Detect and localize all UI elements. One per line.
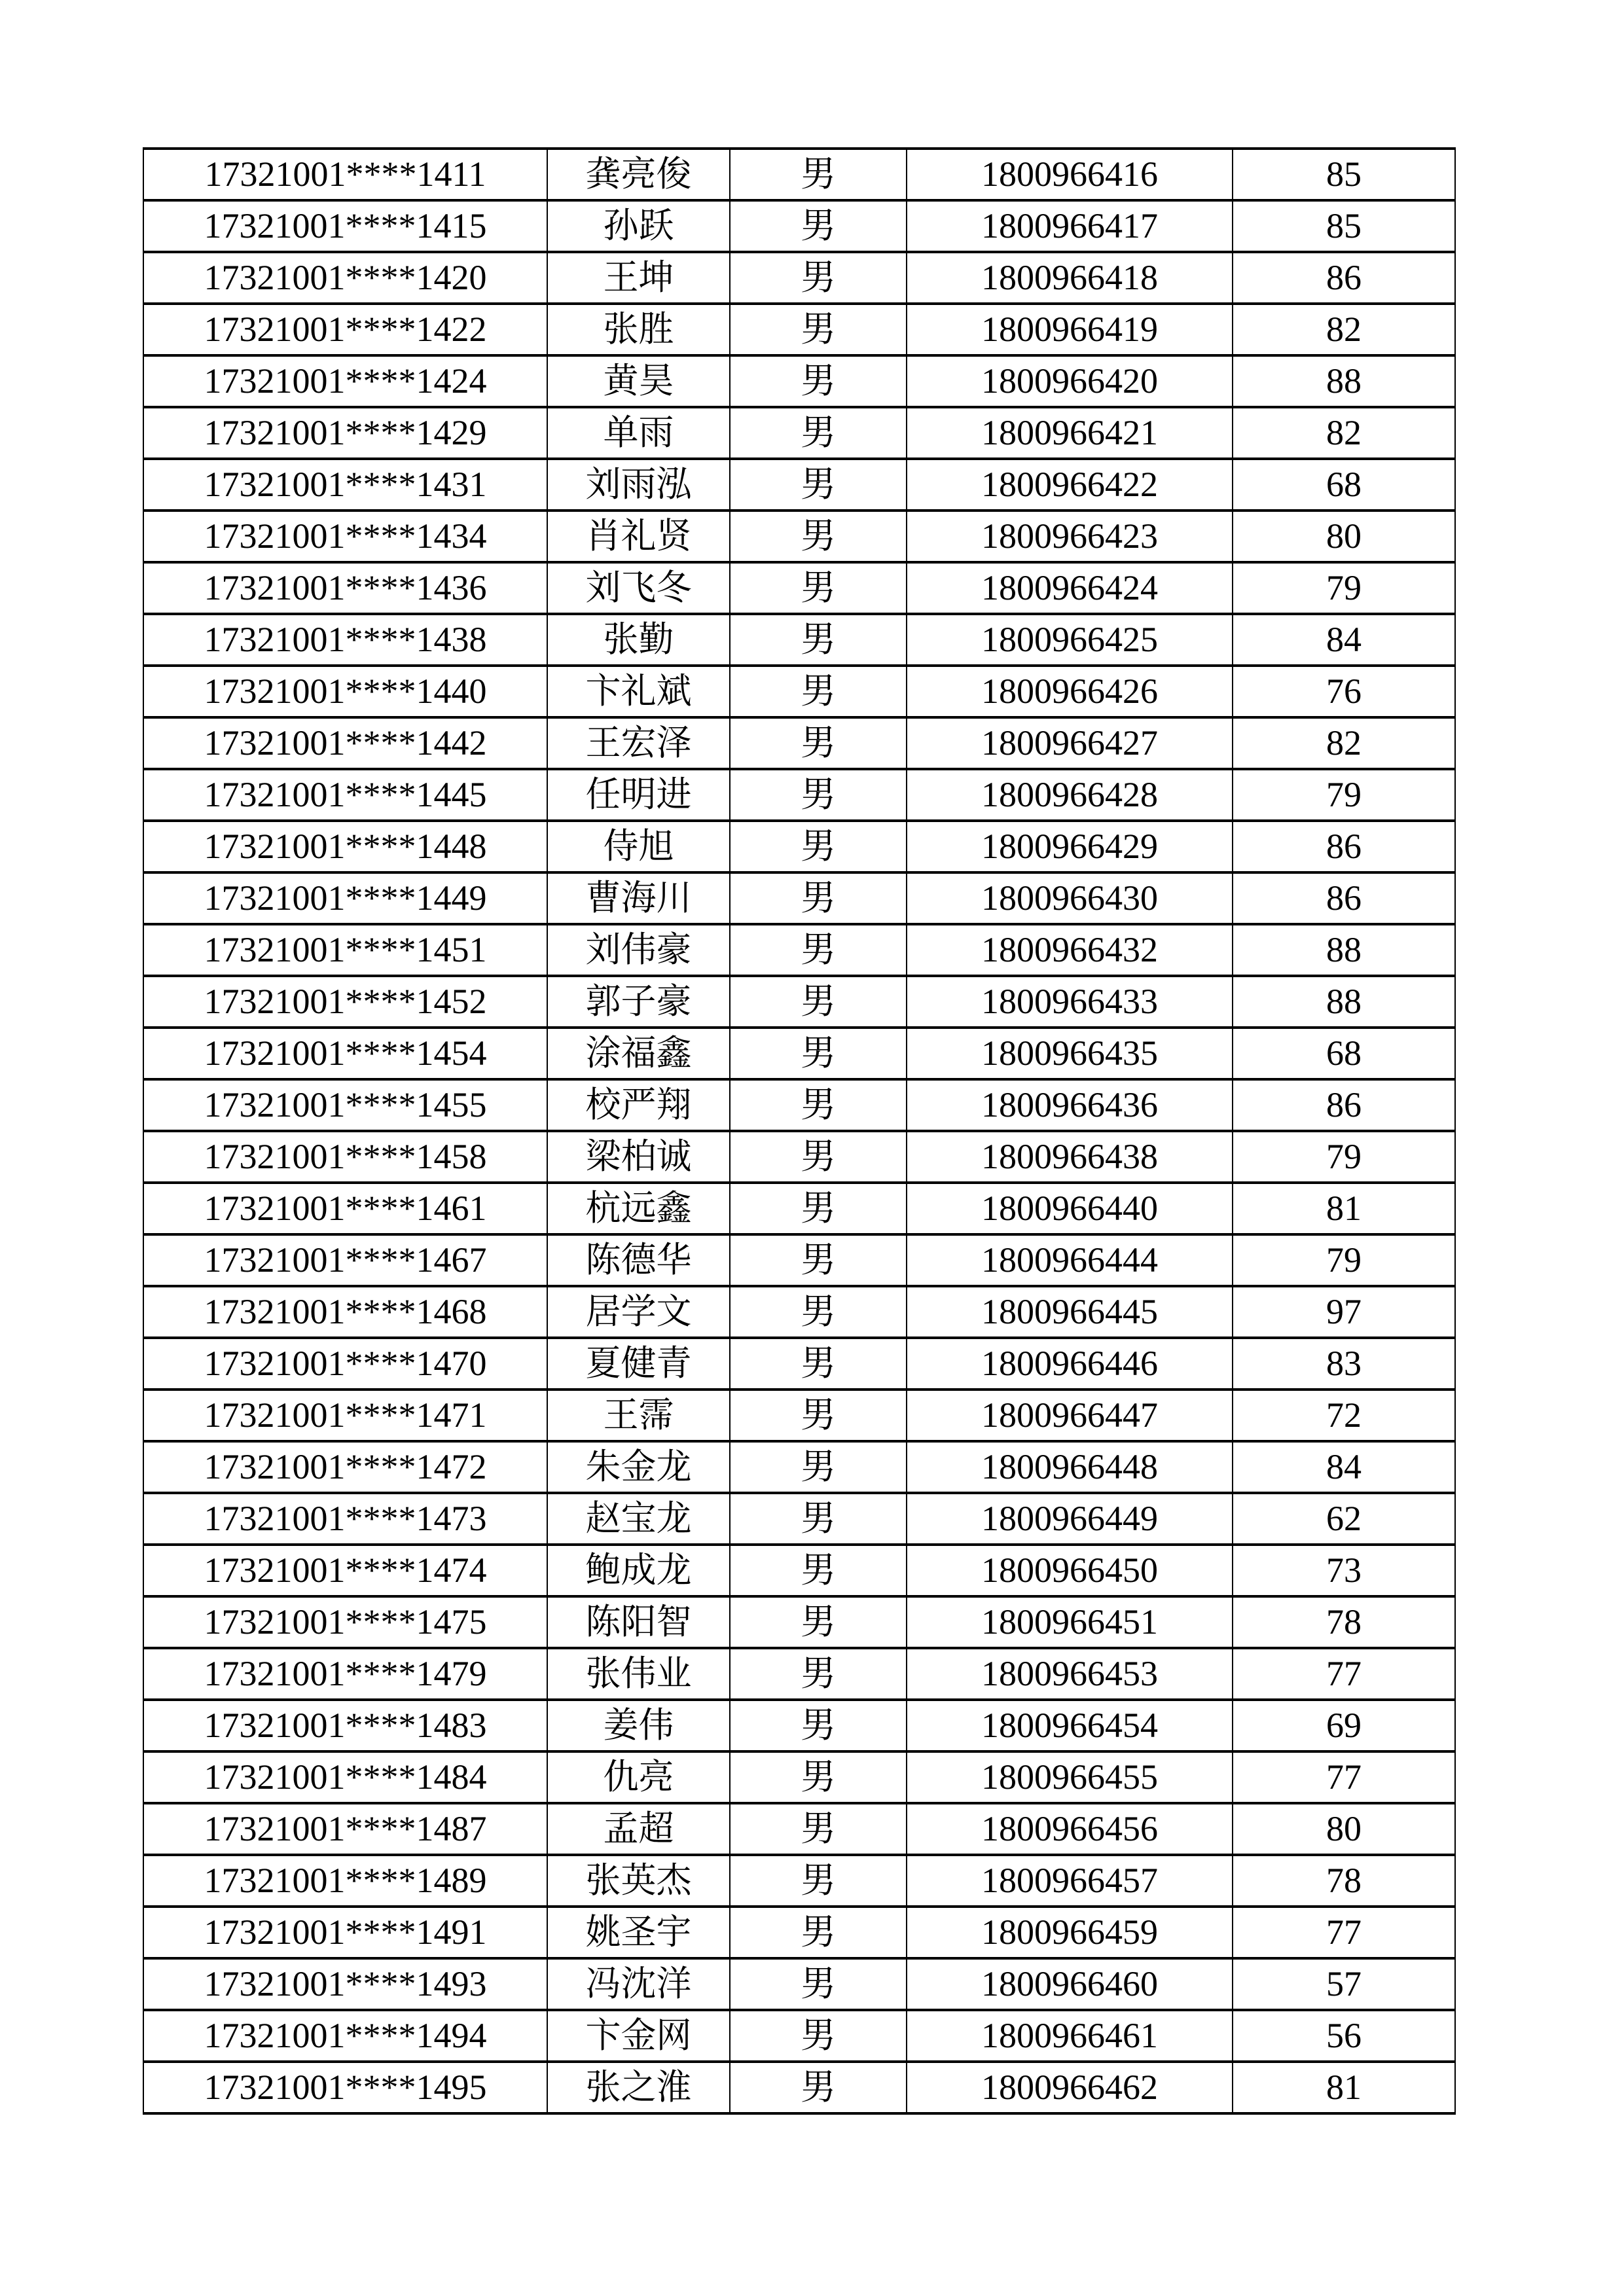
table-row [143,1028,1455,1079]
cell-exam-number: 1800966436 [907,1079,1233,1131]
cell-gender: 男 [730,562,907,614]
cell-score: 84 [1233,614,1455,666]
cell-gender: 男 [730,976,907,1028]
cell-student-id: 17321001****1467 [143,1234,547,1286]
cell-exam-number: 1800966426 [907,666,1233,717]
cell-score: 78 [1233,1855,1455,1907]
cell-score: 86 [1233,821,1455,872]
cell-score: 79 [1233,562,1455,614]
cell-student-id: 17321001****1420 [143,252,547,304]
cell-exam-number: 1800966420 [907,355,1233,407]
cell-student-id: 17321001****1454 [143,1028,547,1079]
cell-exam-number: 1800966455 [907,1751,1233,1803]
cell-gender: 男 [730,252,907,304]
cell-gender: 男 [730,304,907,355]
cell-gender: 男 [730,769,907,821]
cell-score: 79 [1233,1131,1455,1183]
cell-gender: 男 [730,1803,907,1855]
cell-score: 77 [1233,1751,1455,1803]
cell-exam-number: 1800966425 [907,614,1233,666]
cell-exam-number: 1800966421 [907,407,1233,459]
table-row [143,1803,1455,1855]
cell-name: 陈阳智 [547,1596,730,1648]
table-row [143,1234,1455,1286]
cell-score: 72 [1233,1390,1455,1441]
cell-student-id: 17321001****1411 [143,149,547,200]
table-row [143,976,1455,1028]
cell-student-id: 17321001****1455 [143,1079,547,1131]
cell-exam-number: 1800966417 [907,200,1233,252]
cell-gender: 男 [730,1183,907,1234]
cell-exam-number: 1800966450 [907,1545,1233,1596]
table-row [143,614,1455,666]
cell-exam-number: 1800966454 [907,1700,1233,1751]
cell-name: 张之淮 [547,2062,730,2113]
cell-score: 82 [1233,304,1455,355]
cell-student-id: 17321001****1474 [143,1545,547,1596]
cell-student-id: 17321001****1483 [143,1700,547,1751]
cell-name: 刘雨泓 [547,459,730,511]
cell-name: 王宏泽 [547,717,730,769]
cell-score: 79 [1233,1234,1455,1286]
table-row [143,562,1455,614]
cell-student-id: 17321001****1458 [143,1131,547,1183]
cell-score: 77 [1233,1648,1455,1700]
cell-score: 85 [1233,200,1455,252]
cell-name: 龚亮俊 [547,149,730,200]
table-row [143,459,1455,511]
cell-student-id: 17321001****1494 [143,2010,547,2062]
cell-student-id: 17321001****1491 [143,1907,547,1958]
cell-gender: 男 [730,407,907,459]
cell-score: 83 [1233,1338,1455,1390]
table-row [143,149,1455,200]
cell-name: 王坤 [547,252,730,304]
cell-exam-number: 1800966461 [907,2010,1233,2062]
cell-gender: 男 [730,1596,907,1648]
cell-name: 鲍成龙 [547,1545,730,1596]
cell-student-id: 17321001****1415 [143,200,547,252]
cell-name: 孙跃 [547,200,730,252]
cell-student-id: 17321001****1451 [143,924,547,976]
table-row [143,1286,1455,1338]
cell-student-id: 17321001****1468 [143,1286,547,1338]
table-row [143,821,1455,872]
cell-exam-number: 1800966422 [907,459,1233,511]
cell-gender: 男 [730,1234,907,1286]
cell-exam-number: 1800966424 [907,562,1233,614]
cell-name: 朱金龙 [547,1441,730,1493]
cell-student-id: 17321001****1461 [143,1183,547,1234]
table-row [143,1079,1455,1131]
cell-name: 校严翔 [547,1079,730,1131]
cell-gender: 男 [730,1390,907,1441]
cell-gender: 男 [730,614,907,666]
cell-exam-number: 1800966457 [907,1855,1233,1907]
table-row [143,1441,1455,1493]
cell-name: 卞金网 [547,2010,730,2062]
cell-gender: 男 [730,1751,907,1803]
table-row [143,1751,1455,1803]
cell-exam-number: 1800966453 [907,1648,1233,1700]
cell-score: 84 [1233,1441,1455,1493]
table-row [143,304,1455,355]
cell-gender: 男 [730,1286,907,1338]
cell-exam-number: 1800966416 [907,149,1233,200]
cell-score: 80 [1233,1803,1455,1855]
table-row [143,355,1455,407]
cell-student-id: 17321001****1424 [143,355,547,407]
cell-gender: 男 [730,459,907,511]
cell-score: 86 [1233,252,1455,304]
cell-score: 77 [1233,1907,1455,1958]
cell-exam-number: 1800966430 [907,872,1233,924]
table-row [143,407,1455,459]
cell-score: 68 [1233,1028,1455,1079]
table-row [143,924,1455,976]
cell-gender: 男 [730,1441,907,1493]
cell-gender: 男 [730,200,907,252]
cell-name: 郭子豪 [547,976,730,1028]
cell-score: 82 [1233,407,1455,459]
cell-score: 97 [1233,1286,1455,1338]
cell-student-id: 17321001****1473 [143,1493,547,1545]
cell-student-id: 17321001****1489 [143,1855,547,1907]
cell-score: 81 [1233,2062,1455,2113]
cell-name: 孟超 [547,1803,730,1855]
cell-exam-number: 1800966423 [907,511,1233,562]
cell-exam-number: 1800966433 [907,976,1233,1028]
cell-name: 张胜 [547,304,730,355]
cell-student-id: 17321001****1452 [143,976,547,1028]
cell-gender: 男 [730,1493,907,1545]
cell-student-id: 17321001****1449 [143,872,547,924]
cell-exam-number: 1800966460 [907,1958,1233,2010]
cell-gender: 男 [730,1958,907,2010]
cell-gender: 男 [730,149,907,200]
cell-name: 刘飞冬 [547,562,730,614]
cell-student-id: 17321001****1431 [143,459,547,511]
table-row [143,1958,1455,2010]
cell-name: 曹海川 [547,872,730,924]
cell-name: 张英杰 [547,1855,730,1907]
cell-score: 85 [1233,149,1455,200]
cell-gender: 男 [730,1131,907,1183]
cell-gender: 男 [730,2010,907,2062]
cell-name: 涂福鑫 [547,1028,730,1079]
cell-exam-number: 1800966418 [907,252,1233,304]
cell-score: 86 [1233,872,1455,924]
cell-name: 陈德华 [547,1234,730,1286]
cell-score: 88 [1233,976,1455,1028]
cell-score: 69 [1233,1700,1455,1751]
cell-score: 76 [1233,666,1455,717]
cell-score: 62 [1233,1493,1455,1545]
cell-exam-number: 1800966446 [907,1338,1233,1390]
table-row [143,872,1455,924]
cell-score: 56 [1233,2010,1455,2062]
cell-gender: 男 [730,924,907,976]
table-row [143,2010,1455,2062]
table-row [143,511,1455,562]
cell-exam-number: 1800966432 [907,924,1233,976]
cell-student-id: 17321001****1479 [143,1648,547,1700]
cell-name: 黄昊 [547,355,730,407]
cell-student-id: 17321001****1471 [143,1390,547,1441]
cell-gender: 男 [730,1545,907,1596]
cell-gender: 男 [730,355,907,407]
table-row [143,200,1455,252]
cell-gender: 男 [730,1855,907,1907]
cell-gender: 男 [730,1648,907,1700]
table-row [143,1338,1455,1390]
cell-exam-number: 1800966451 [907,1596,1233,1648]
table-row [143,1493,1455,1545]
cell-exam-number: 1800966435 [907,1028,1233,1079]
cell-name: 姚圣宇 [547,1907,730,1958]
table-row [143,1183,1455,1234]
cell-score: 57 [1233,1958,1455,2010]
table-row [143,1907,1455,1958]
cell-name: 姜伟 [547,1700,730,1751]
cell-student-id: 17321001****1434 [143,511,547,562]
cell-name: 居学文 [547,1286,730,1338]
cell-name: 侍旭 [547,821,730,872]
cell-exam-number: 1800966462 [907,2062,1233,2113]
cell-exam-number: 1800966447 [907,1390,1233,1441]
cell-gender: 男 [730,2062,907,2113]
cell-student-id: 17321001****1487 [143,1803,547,1855]
cell-student-id: 17321001****1442 [143,717,547,769]
cell-name: 张伟业 [547,1648,730,1700]
cell-gender: 男 [730,1907,907,1958]
table-row [143,1131,1455,1183]
cell-gender: 男 [730,717,907,769]
cell-score: 82 [1233,717,1455,769]
cell-student-id: 17321001****1475 [143,1596,547,1648]
table-row [143,769,1455,821]
table-row [143,1855,1455,1907]
cell-student-id: 17321001****1436 [143,562,547,614]
cell-exam-number: 1800966427 [907,717,1233,769]
cell-score: 68 [1233,459,1455,511]
table-row [143,1596,1455,1648]
cell-gender: 男 [730,1028,907,1079]
cell-score: 86 [1233,1079,1455,1131]
cell-student-id: 17321001****1448 [143,821,547,872]
cell-name: 刘伟豪 [547,924,730,976]
cell-exam-number: 1800966456 [907,1803,1233,1855]
cell-gender: 男 [730,1700,907,1751]
cell-gender: 男 [730,1079,907,1131]
cell-name: 杭远鑫 [547,1183,730,1234]
cell-name: 张勤 [547,614,730,666]
table-row [143,1700,1455,1751]
cell-name: 梁柏诚 [547,1131,730,1183]
student-score-table [143,147,1456,2115]
cell-gender: 男 [730,821,907,872]
cell-name: 王霈 [547,1390,730,1441]
cell-student-id: 17321001****1484 [143,1751,547,1803]
cell-exam-number: 1800966428 [907,769,1233,821]
cell-score: 88 [1233,924,1455,976]
table-row [143,252,1455,304]
cell-score: 73 [1233,1545,1455,1596]
table-row [143,666,1455,717]
cell-name: 冯沈洋 [547,1958,730,2010]
cell-exam-number: 1800966438 [907,1131,1233,1183]
cell-name: 单雨 [547,407,730,459]
cell-exam-number: 1800966429 [907,821,1233,872]
cell-name: 夏健青 [547,1338,730,1390]
cell-exam-number: 1800966445 [907,1286,1233,1338]
cell-student-id: 17321001****1493 [143,1958,547,2010]
student-score-table-body [143,149,1455,2113]
cell-student-id: 17321001****1495 [143,2062,547,2113]
cell-name: 仇亮 [547,1751,730,1803]
cell-score: 81 [1233,1183,1455,1234]
cell-score: 88 [1233,355,1455,407]
cell-score: 80 [1233,511,1455,562]
cell-gender: 男 [730,872,907,924]
cell-exam-number: 1800966440 [907,1183,1233,1234]
cell-name: 肖礼贤 [547,511,730,562]
cell-score: 79 [1233,769,1455,821]
cell-score: 78 [1233,1596,1455,1648]
cell-student-id: 17321001****1422 [143,304,547,355]
table-row [143,717,1455,769]
cell-exam-number: 1800966449 [907,1493,1233,1545]
table-row [143,1390,1455,1441]
cell-student-id: 17321001****1429 [143,407,547,459]
table-row [143,2062,1455,2113]
cell-student-id: 17321001****1472 [143,1441,547,1493]
cell-exam-number: 1800966448 [907,1441,1233,1493]
cell-student-id: 17321001****1470 [143,1338,547,1390]
cell-gender: 男 [730,666,907,717]
cell-name: 赵宝龙 [547,1493,730,1545]
cell-exam-number: 1800966419 [907,304,1233,355]
cell-gender: 男 [730,511,907,562]
cell-name: 任明进 [547,769,730,821]
cell-name: 卞礼斌 [547,666,730,717]
table-row [143,1648,1455,1700]
cell-student-id: 17321001****1445 [143,769,547,821]
cell-exam-number: 1800966459 [907,1907,1233,1958]
cell-student-id: 17321001****1440 [143,666,547,717]
cell-exam-number: 1800966444 [907,1234,1233,1286]
table-row [143,1545,1455,1596]
cell-gender: 男 [730,1338,907,1390]
cell-student-id: 17321001****1438 [143,614,547,666]
